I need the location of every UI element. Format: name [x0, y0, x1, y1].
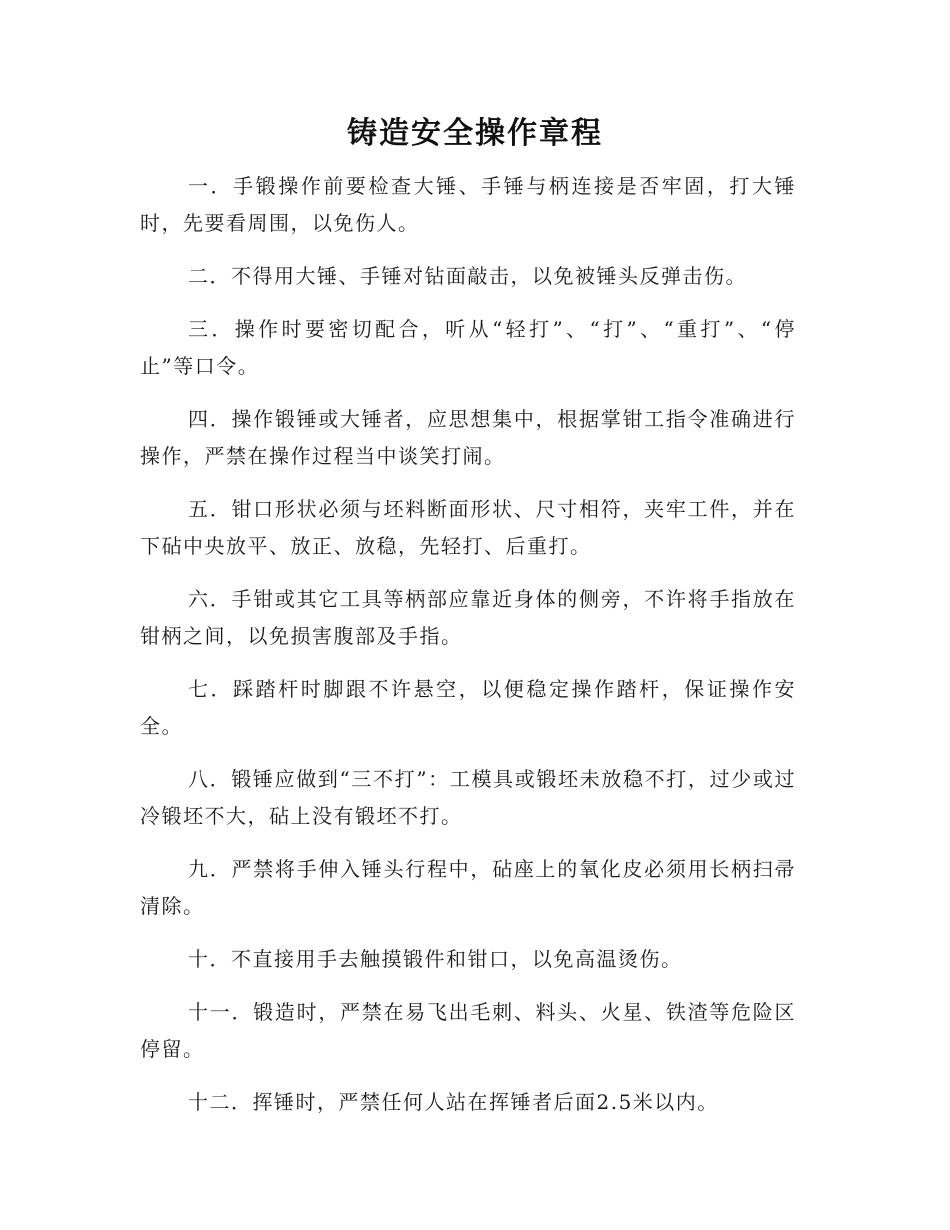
- paragraph-5: 五．钳口形状必须与坯料断面形状、尺寸相符，夹牢工件，并在下砧中央放平、放正、放稳，先轻打、后重打。: [140, 497, 796, 558]
- paragraph-11: 十一．锻造时，严禁在易飞出毛刺、料头、火星、铁渣等危险区停留。: [140, 1000, 796, 1061]
- paragraph-1: 一．手锻操作前要检查大锤、手锤与柄连接是否牢固，打大锤时，先要看周围，以免伤人。: [140, 174, 796, 235]
- paragraph-6: 六．手钳或其它工具等柄部应靠近身体的侧旁，不许将手指放在钳柄之间，以免损害腹部及手指。: [140, 587, 796, 648]
- paragraph-12: 十二．挥锤时，严禁任何人站在挥锤者后面2.5米以内。: [188, 1090, 719, 1114]
- document-title: 铸造安全操作章程: [347, 116, 603, 151]
- paragraph-3: 三．操作时要密切配合，听从“轻打”、“打”、“重打”、“停止”等口令。: [140, 317, 796, 378]
- paragraph-2: 二．不得用大锤、手锤对钻面敲击，以免被锤头反弹击伤。: [188, 264, 747, 288]
- paragraph-7: 七．踩踏杆时脚跟不许悬空，以便稳定操作踏杆，保证操作安全。: [140, 677, 796, 738]
- paragraph-9: 九．严禁将手伸入锤头行程中，砧座上的氧化皮必须用长柄扫帚清除。: [140, 857, 796, 918]
- document-body: [140, 168, 796, 1137]
- paragraph-8: 八．锻锤应做到“三不打”：工模具或锻坯未放稳不打，过少或过冷锻坯不大，砧上没有锻坯不打。: [140, 767, 796, 828]
- paragraph-4: 四．操作锻锤或大锤者，应思想集中，根据掌钳工指令准确进行操作，严禁在操作过程当中谈笑打闹。: [140, 407, 796, 468]
- paragraph-10: 十．不直接用手去触摸锻件和钳口，以免高温烫伤。: [188, 947, 683, 971]
